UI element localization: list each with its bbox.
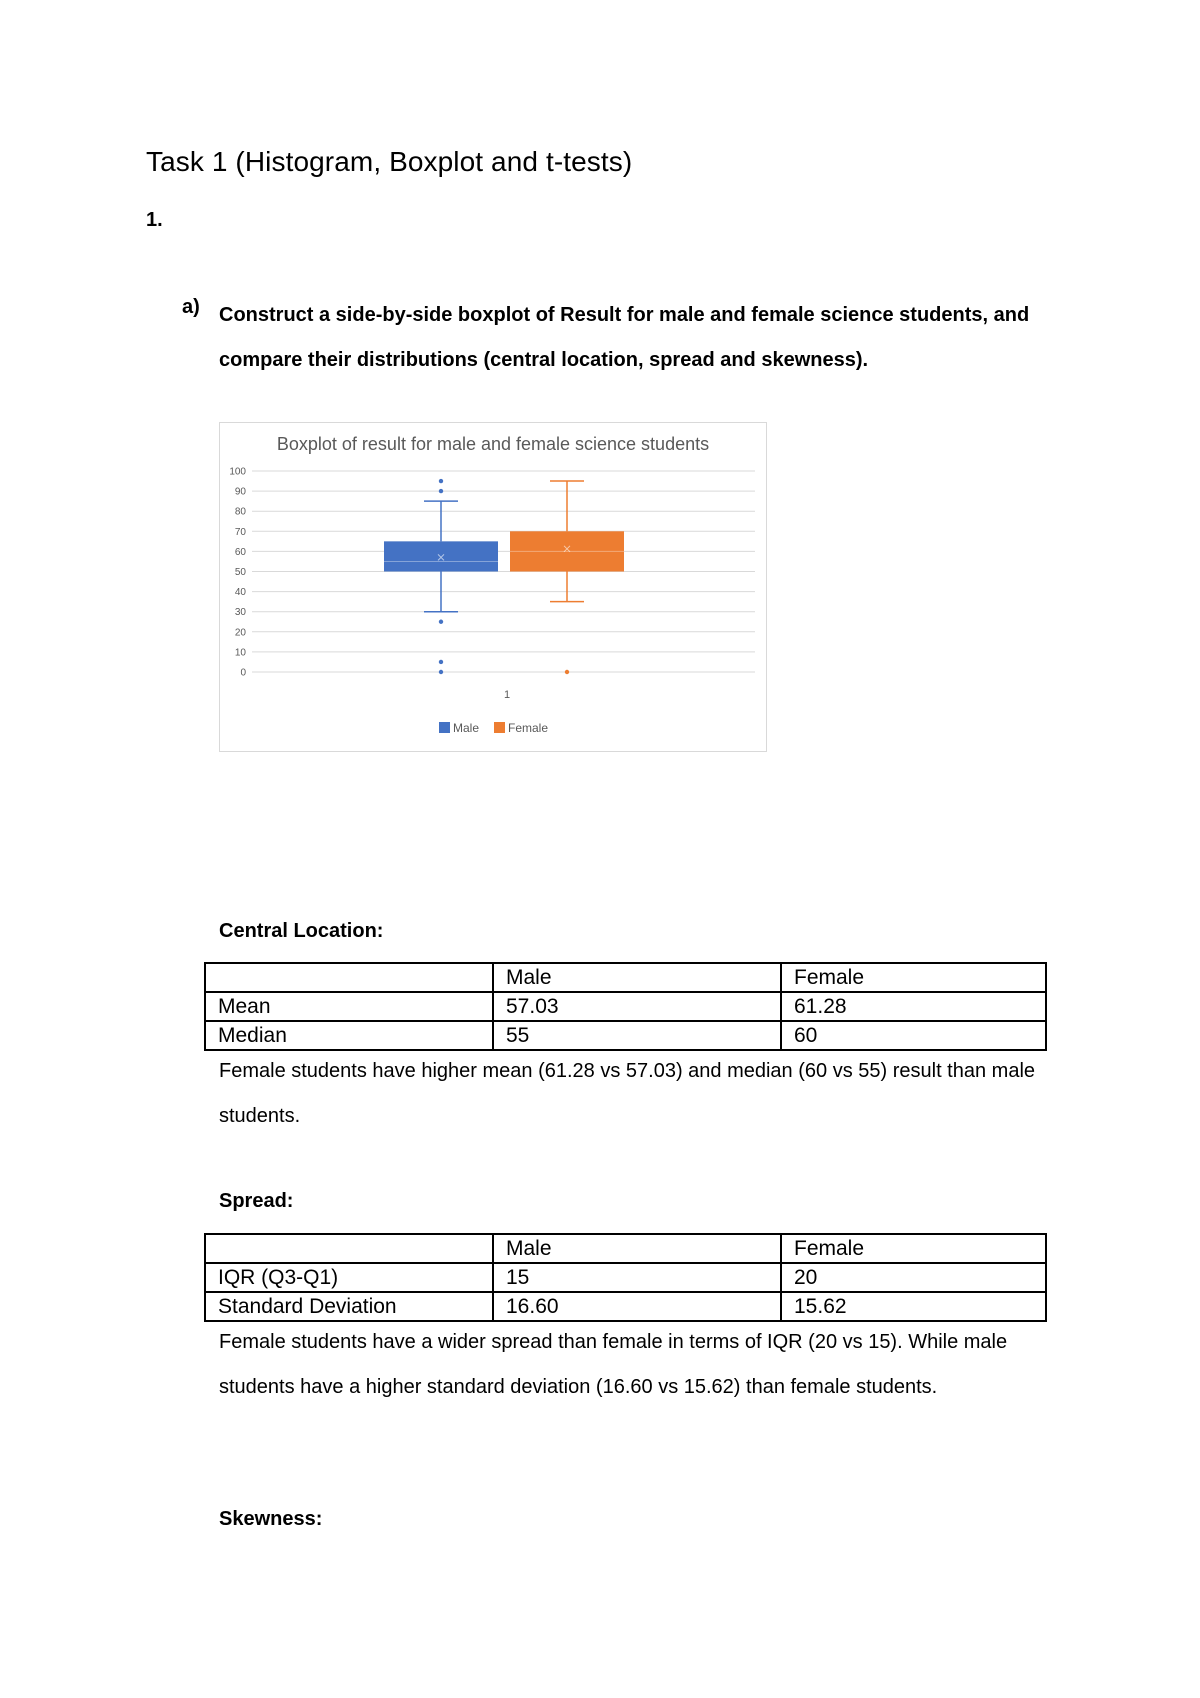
y-tick-label: 10 bbox=[234, 647, 246, 659]
spread-heading: Spread: bbox=[219, 1190, 294, 1212]
table-cell: 15.62 bbox=[781, 1292, 1046, 1321]
table-cell: 16.60 bbox=[493, 1292, 781, 1321]
table-row bbox=[205, 1021, 1046, 1050]
table-cell: Median bbox=[205, 1021, 493, 1050]
female-outlier-point bbox=[565, 670, 569, 674]
boxplot-svg bbox=[220, 423, 766, 751]
legend-swatch-male bbox=[439, 722, 450, 733]
boxplot-chart bbox=[219, 422, 767, 752]
table-cell: 61.28 bbox=[781, 992, 1046, 1021]
skewness-heading: Skewness: bbox=[219, 1508, 323, 1530]
table-cell: Standard Deviation bbox=[205, 1292, 493, 1321]
male-outlier-point bbox=[439, 670, 443, 674]
male-outlier-point bbox=[439, 489, 443, 493]
table-cell: 60 bbox=[781, 1021, 1046, 1050]
table-row bbox=[205, 1292, 1046, 1321]
table-cell: 20 bbox=[781, 1263, 1046, 1292]
central-location-text: Female students have higher mean (61.28 vs 57.03) and median (60 vs 55) result than male students. bbox=[219, 1060, 1036, 1127]
y-tick-label: 50 bbox=[234, 567, 246, 578]
y-tick-label: 100 bbox=[229, 466, 246, 478]
table-cell: Male bbox=[493, 1234, 781, 1263]
question-number: 1. bbox=[146, 209, 163, 231]
spread-text: Female students have a wider spread than female in terms of IQR (20 vs 15). While male students have a higher standard deviation (16.60 vs 15.62) than female students. bbox=[219, 1331, 1008, 1398]
y-tick-label: 80 bbox=[234, 506, 246, 518]
table-cell: 57.03 bbox=[493, 992, 781, 1021]
y-tick-label: 70 bbox=[234, 526, 246, 538]
male-box bbox=[384, 541, 498, 571]
sub-question-label: a) bbox=[182, 296, 200, 318]
table-cell: Male bbox=[493, 963, 781, 992]
male-outlier-point bbox=[439, 479, 443, 483]
table-cell bbox=[205, 1234, 493, 1263]
table-row bbox=[205, 992, 1046, 1021]
central-location-table bbox=[204, 962, 1047, 1051]
y-tick-label: 0 bbox=[240, 667, 246, 679]
y-tick-label: 90 bbox=[234, 486, 246, 498]
spread-table bbox=[204, 1233, 1047, 1322]
table-cell: Mean bbox=[205, 992, 493, 1021]
central-location-heading: Central Location: bbox=[219, 920, 384, 942]
table-cell: IQR (Q3-Q1) bbox=[205, 1263, 493, 1292]
table-cell: Female bbox=[781, 1234, 1046, 1263]
legend-swatch-female bbox=[494, 722, 505, 733]
y-tick-label: 60 bbox=[234, 546, 246, 558]
legend-label-female: Female bbox=[508, 721, 549, 735]
legend-label-male: Male bbox=[453, 721, 480, 735]
y-tick-label: 40 bbox=[234, 587, 246, 599]
table-header-row bbox=[205, 1234, 1046, 1263]
table-row bbox=[205, 1263, 1046, 1292]
table-cell: 55 bbox=[493, 1021, 781, 1050]
page-title: Task 1 (Histogram, Boxplot and t-tests) bbox=[146, 146, 633, 177]
x-category-label: 1 bbox=[503, 689, 511, 701]
male-outlier-point bbox=[439, 660, 443, 664]
table-header-row bbox=[205, 963, 1046, 992]
table-cell: Female bbox=[781, 963, 1046, 992]
y-tick-label: 20 bbox=[234, 627, 246, 639]
table-cell: 15 bbox=[493, 1263, 781, 1292]
table-cell bbox=[205, 963, 493, 992]
chart-title: Boxplot of result for male and female science students bbox=[276, 434, 710, 454]
y-tick-label: 30 bbox=[234, 607, 246, 619]
sub-question-text: Construct a side-by-side boxplot of Result for male and female science students, and compare their distributions (central location, spread and skewness). bbox=[219, 304, 1030, 371]
male-outlier-point bbox=[439, 620, 443, 624]
